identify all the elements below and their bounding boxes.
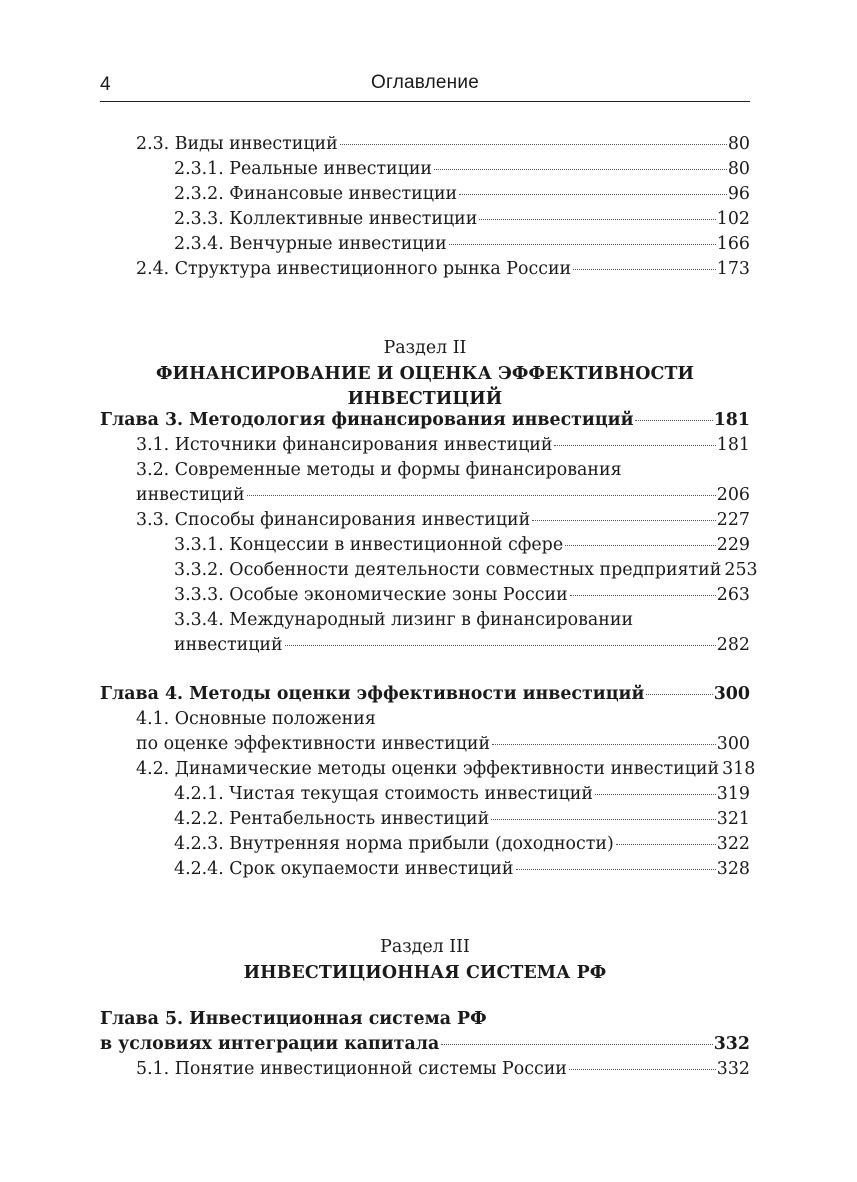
- toc-entry[interactable]: 3.1. Источники финансирования инвестиций 181: [100, 433, 750, 458]
- toc-entry[interactable]: 2.3.1. Реальные инвестиции 80: [100, 157, 750, 182]
- toc-entry[interactable]: 2.3.4. Венчурные инвестиции 166: [100, 232, 750, 257]
- toc-entry[interactable]: 5.1. Понятие инвестиционной системы России 332: [100, 1057, 750, 1082]
- section-title: ФИНАНСИРОВАНИЕ И ОЦЕНКА ЭФФЕКТИВНОСТИ ИНВЕСТИЦИЙ: [155, 364, 695, 409]
- toc-entry[interactable]: 3.3.2. Особенности деятельности совместных предприятий 253: [100, 558, 750, 583]
- chapter-entry[interactable]: в условиях интеграции капитала 332: [100, 1032, 750, 1057]
- toc-entry[interactable]: 2.4. Структура инвестиционного рынка России 173: [100, 257, 750, 282]
- section-heading: [100, 935, 750, 987]
- toc-entry-line[interactable]: 4.1. Основные положения: [136, 709, 376, 729]
- dot-leader: [459, 194, 727, 195]
- page-ref: 227: [716, 510, 750, 530]
- dot-leader: [569, 1069, 716, 1070]
- dot-leader: [491, 819, 716, 820]
- dot-leader: [635, 420, 712, 421]
- page-ref: 263: [716, 585, 750, 605]
- dot-leader: [479, 219, 715, 220]
- toc-entry[interactable]: 4.2.3. Внутренняя норма прибыли (доходности) 322: [100, 832, 750, 857]
- page-ref: 173: [716, 259, 750, 279]
- toc-entry[interactable]: по оценке эффективности инвестиций 300: [100, 732, 750, 757]
- page-ref: 102: [716, 209, 750, 229]
- page-ref: 332: [716, 1059, 750, 1079]
- toc-entry[interactable]: 2.3.3. Коллективные инвестиции 102: [100, 207, 750, 232]
- page-ref: 253: [724, 560, 758, 580]
- toc-entry-line[interactable]: 3.3.4. Международный лизинг в финансировании: [174, 610, 634, 630]
- page-ref: 319: [716, 784, 750, 804]
- table-of-contents: [100, 132, 758, 1082]
- chapter-entry[interactable]: Глава 4. Методы оценки эффективности инвестиций 300: [100, 682, 750, 707]
- page-ref: 181: [713, 410, 750, 430]
- toc-entry[interactable]: 3.3.3. Особые экономические зоны России 263: [100, 583, 750, 608]
- toc-entry[interactable]: 4.2. Динамические методы оценки эффективности инвестиций 318: [100, 757, 750, 782]
- toc-entry[interactable]: 2.3.2. Финансовые инвестиции 96: [100, 182, 750, 207]
- section-label: Раздел III: [380, 937, 470, 957]
- chapter-entry-line[interactable]: Глава 5. Инвестиционная система РФ: [100, 1009, 487, 1029]
- toc-entry[interactable]: 3.3. Способы финансирования инвестиций 227: [100, 508, 750, 533]
- toc-entry[interactable]: 4.2.4. Срок окупаемости инвестиций 328: [100, 857, 750, 882]
- page-ref: 80: [727, 159, 750, 179]
- toc-entry[interactable]: 4.2.1. Чистая текущая стоимость инвестиций 319: [100, 782, 750, 807]
- dot-leader: [516, 869, 716, 870]
- dot-leader: [570, 595, 716, 596]
- dot-leader: [285, 645, 716, 646]
- page-ref: 181: [716, 435, 750, 455]
- chapter-entry[interactable]: Глава 3. Методология финансирования инвестиций 181: [100, 408, 750, 433]
- page-ref: 206: [716, 485, 750, 505]
- page-ref: 321: [716, 809, 750, 829]
- page-ref: 332: [713, 1034, 750, 1054]
- dot-leader: [616, 844, 716, 845]
- page-ref: 328: [716, 859, 750, 879]
- dot-leader: [340, 144, 727, 145]
- page-ref: 229: [716, 535, 750, 555]
- dot-leader: [434, 169, 727, 170]
- toc-entry[interactable]: 2.3. Виды инвестиций 80: [100, 132, 750, 157]
- toc-entry-line[interactable]: 3.2. Современные методы и формы финансирования: [136, 460, 622, 480]
- dot-leader: [573, 269, 716, 270]
- page-ref: 318: [722, 759, 756, 779]
- dot-leader: [441, 1044, 712, 1045]
- page-ref: 80: [727, 134, 750, 154]
- section-heading: [100, 336, 750, 409]
- dot-leader: [565, 545, 716, 546]
- dot-leader: [554, 445, 715, 446]
- page-number: 4: [100, 74, 111, 95]
- page-ref: 300: [713, 684, 750, 704]
- page-ref: 300: [716, 734, 750, 754]
- page-ref: 322: [716, 834, 750, 854]
- toc-entry[interactable]: инвестиций 282: [100, 633, 750, 658]
- dot-leader: [492, 744, 716, 745]
- dot-leader: [247, 495, 716, 496]
- toc-entry[interactable]: инвестиций 206: [100, 483, 750, 508]
- dot-leader: [595, 794, 716, 795]
- toc-entry[interactable]: 3.3.1. Концессии в инвестиционной сфере 229: [100, 533, 750, 558]
- dot-leader: [532, 520, 716, 521]
- running-head: Оглавление: [371, 72, 479, 93]
- dot-leader: [449, 244, 716, 245]
- page-ref: 166: [716, 234, 750, 254]
- dot-leader: [646, 694, 712, 695]
- page-ref: 282: [716, 635, 750, 655]
- section-title: ИНВЕСТИЦИОННАЯ СИСТЕМА РФ: [243, 963, 607, 983]
- header-rule: [100, 101, 750, 102]
- page-ref: 96: [727, 184, 750, 204]
- section-label: Раздел II: [383, 338, 467, 358]
- toc-entry[interactable]: 4.2.2. Рентабельность инвестиций 321: [100, 807, 750, 832]
